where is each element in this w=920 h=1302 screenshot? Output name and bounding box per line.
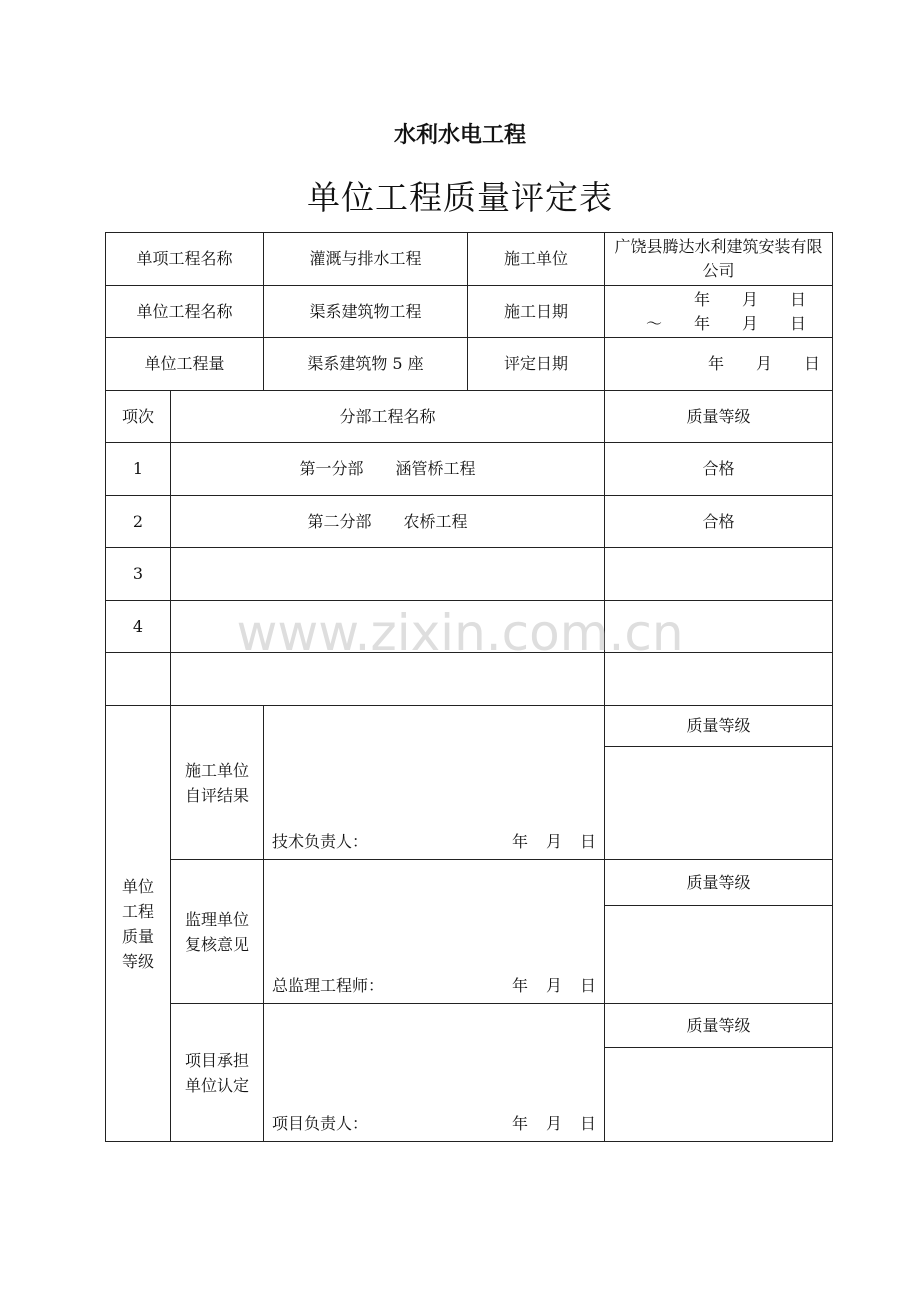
row-index: 1 bbox=[106, 443, 171, 496]
header-index: 项次 bbox=[106, 391, 171, 443]
construction-unit-label: 施工单位 bbox=[468, 233, 605, 286]
row-grade bbox=[605, 548, 833, 601]
table-row bbox=[106, 496, 833, 548]
signer-label: 项目负责人： bbox=[272, 1114, 369, 1133]
construction-unit-value: 广饶县腾达水利建筑安装有限公司 bbox=[605, 233, 833, 286]
row-name: 第二分部 农桥工程 bbox=[171, 496, 605, 548]
info-row-unit bbox=[106, 286, 833, 338]
sign-date: 年 月 日 bbox=[511, 832, 597, 851]
header-name: 分部工程名称 bbox=[171, 391, 605, 443]
row-index: 2 bbox=[106, 496, 171, 548]
signer-label: 总监理工程师： bbox=[272, 976, 385, 995]
grade-value bbox=[605, 906, 833, 1004]
unit-name-value: 渠系建筑物工程 bbox=[264, 286, 468, 338]
row-name bbox=[171, 548, 605, 601]
grade-value bbox=[605, 1048, 833, 1142]
row-index: 3 bbox=[106, 548, 171, 601]
sign-date: 年 月 日 bbox=[511, 976, 597, 995]
table-row bbox=[106, 443, 833, 496]
document-title: 水利水电工程 bbox=[393, 123, 526, 148]
grade-header: 质量等级 bbox=[605, 860, 833, 906]
form-title: 单位工程质量评定表 bbox=[307, 178, 613, 217]
eval-date-label: 评定日期 bbox=[468, 338, 605, 391]
row-name: 第一分部 涵管桥工程 bbox=[171, 443, 605, 496]
section-comment-area bbox=[264, 1004, 605, 1142]
section-label: 监理单位复核意见 bbox=[171, 860, 264, 1004]
row-grade: 合格 bbox=[605, 496, 833, 548]
row-index: 4 bbox=[106, 601, 171, 653]
construction-date-value bbox=[605, 286, 833, 338]
grade-header: 质量等级 bbox=[605, 706, 833, 747]
project-name-value: 灌溉与排水工程 bbox=[264, 233, 468, 286]
signer-label: 技术负责人： bbox=[272, 832, 369, 851]
construction-date-start: 年 月 日 bbox=[694, 289, 807, 309]
quantity-value: 渠系建筑物 5 座 bbox=[264, 338, 468, 391]
construction-date-end: ～ 年 月 日 bbox=[646, 313, 807, 333]
unit-name-label: 单位工程名称 bbox=[106, 286, 264, 338]
info-row-quantity bbox=[106, 338, 833, 391]
quantity-label: 单位工程量 bbox=[106, 338, 264, 391]
section-label: 项目承担单位认定 bbox=[171, 1004, 264, 1142]
section-comment-area bbox=[264, 706, 605, 860]
eval-date-value: 年 月 日 bbox=[605, 338, 833, 391]
grade-value bbox=[605, 747, 833, 860]
section-label: 施工单位自评结果 bbox=[171, 706, 264, 860]
construction-date-label: 施工日期 bbox=[468, 286, 605, 338]
unit-quality-grade-label: 单位工程质量等级 bbox=[106, 706, 171, 1142]
table-row bbox=[106, 548, 833, 601]
row-grade: 合格 bbox=[605, 443, 833, 496]
table-header-row bbox=[106, 391, 833, 443]
quality-assessment-table bbox=[105, 232, 833, 1142]
project-name-label: 单项工程名称 bbox=[106, 233, 264, 286]
info-row-project bbox=[106, 233, 833, 286]
grade-header: 质量等级 bbox=[605, 1004, 833, 1048]
section-comment-area bbox=[264, 860, 605, 1004]
header-grade: 质量等级 bbox=[605, 391, 833, 443]
sign-date: 年 月 日 bbox=[511, 1114, 597, 1133]
watermark: www.zixin.com.cn bbox=[236, 604, 684, 662]
